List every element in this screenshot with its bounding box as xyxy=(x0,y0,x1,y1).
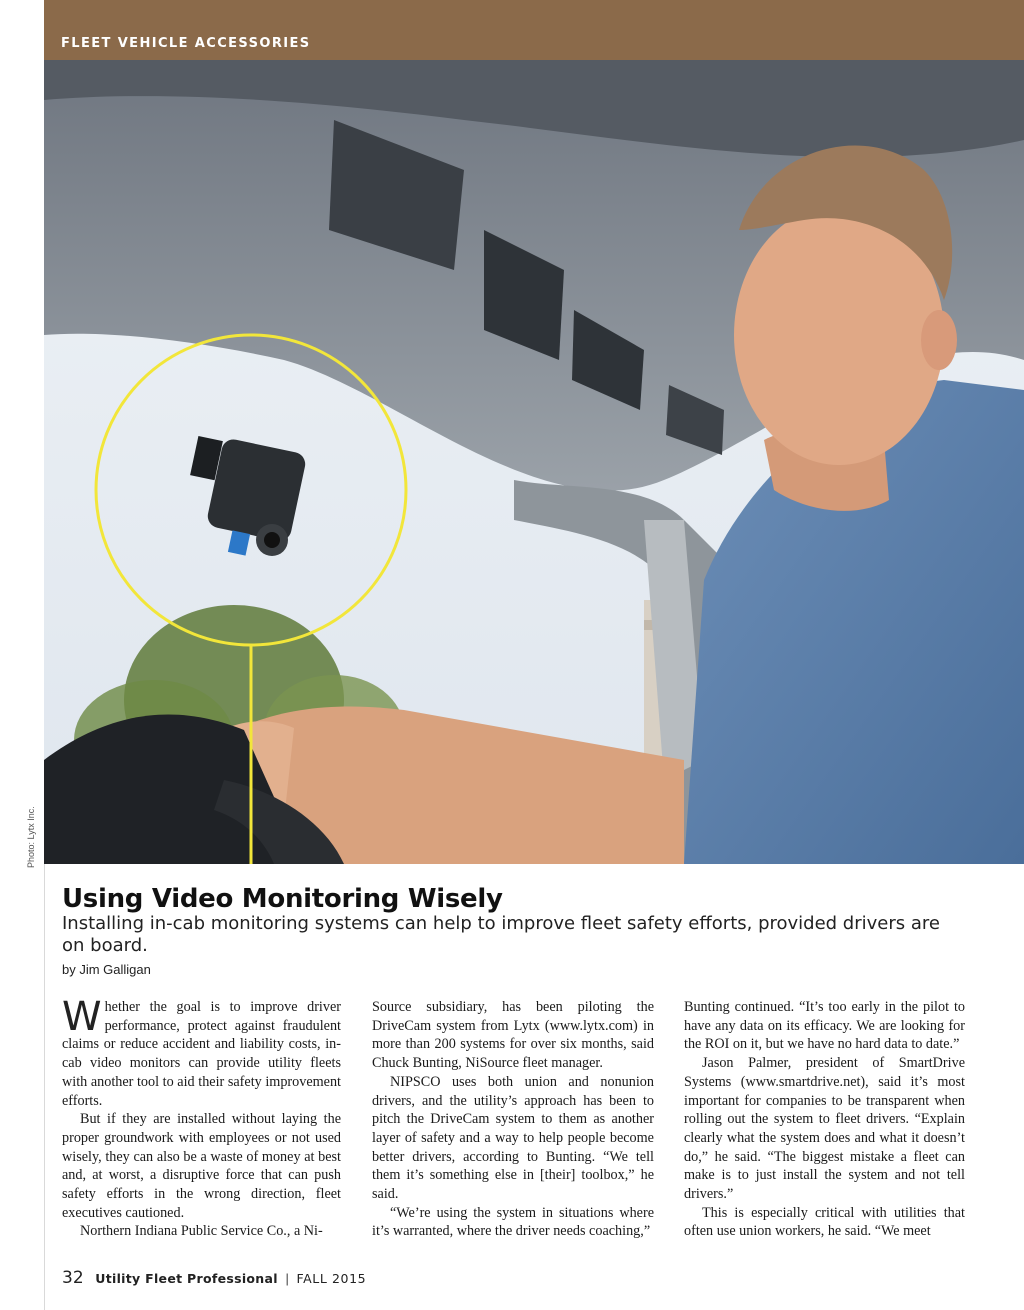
paragraph-text: hether the goal is to improve driver performance, protect against fraudulent claims or reduce accident and liability costs, in-cab video monitors can provide utility fleets with another tool to aid their safety improvement efforts. xyxy=(62,999,341,1109)
footer-separator: | xyxy=(285,1271,289,1286)
article-headline: Using Video Monitoring Wisely xyxy=(62,884,503,914)
body-column-3 xyxy=(684,998,965,1241)
photo-credit: Photo: Lytx Inc. xyxy=(26,806,36,868)
section-header-band xyxy=(44,0,1024,60)
paragraph: Jason Palmer, president of SmartDrive Systems (www.smartdrive.net), said it’s most important for companies to be transparent when rolling out the system to fleet drivers. “Explain clearly what the system does and what it doesn’t do,” he said. “The biggest mistake a fleet can make is to just install the system and not tell drivers.” xyxy=(684,1055,965,1203)
section-label: FLEET VEHICLE ACCESSORIES xyxy=(61,36,311,51)
paragraph: This is especially critical with utilities that often use union workers, he said. “We meet xyxy=(684,1204,965,1240)
paragraph: Northern Indiana Public Service Co., a Ni- xyxy=(80,1223,323,1240)
body-column-2 xyxy=(372,998,654,1241)
article-byline: by Jim Galligan xyxy=(62,962,151,977)
page-number: 32 xyxy=(62,1268,84,1288)
paragraph: But if they are installed without laying the proper groundwork with employees or not used wisely, they can also be a waste of money at best and, at worst, a disruptive force that can push safety efforts in the wrong direction, fleet executives cautioned. xyxy=(62,1111,341,1221)
cab-photo xyxy=(44,60,1024,864)
publication-name: Utility Fleet Professional xyxy=(95,1271,278,1286)
paragraph xyxy=(62,994,341,1110)
paragraph: Bunting continued. “It’s too early in the pilot to have any data on its efficacy. We are looking for the ROI on it, but we have no hard data to date.” xyxy=(684,999,965,1053)
drop-cap: W xyxy=(62,994,102,1040)
paragraph: NIPSCO uses both union and nonunion drivers, and the utility’s approach has been to pitch the DriveCam system to them as another layer of safety and a way to help people become better drivers, according to Bunting. “We tell them it’s something else in [their] toolbox,” he said. xyxy=(372,1073,654,1203)
issue-label: FALL 2015 xyxy=(296,1271,367,1286)
page-footer xyxy=(62,1268,366,1288)
cab-photo-illustration xyxy=(44,60,1024,864)
article-deck: Installing in-cab monitoring systems can help to improve fleet safety efforts, provided drivers are on board. xyxy=(62,913,940,956)
paragraph: Source subsidiary, has been piloting the DriveCam system from Lytx (www.lytx.com) in more than 200 systems for over six months, said Chuck Bunting, NiSource fleet manager. xyxy=(372,999,654,1072)
paragraph: “We’re using the system in situations where it’s warranted, where the driver needs coaching,” xyxy=(372,1204,654,1240)
body-column-1 xyxy=(62,994,341,1241)
